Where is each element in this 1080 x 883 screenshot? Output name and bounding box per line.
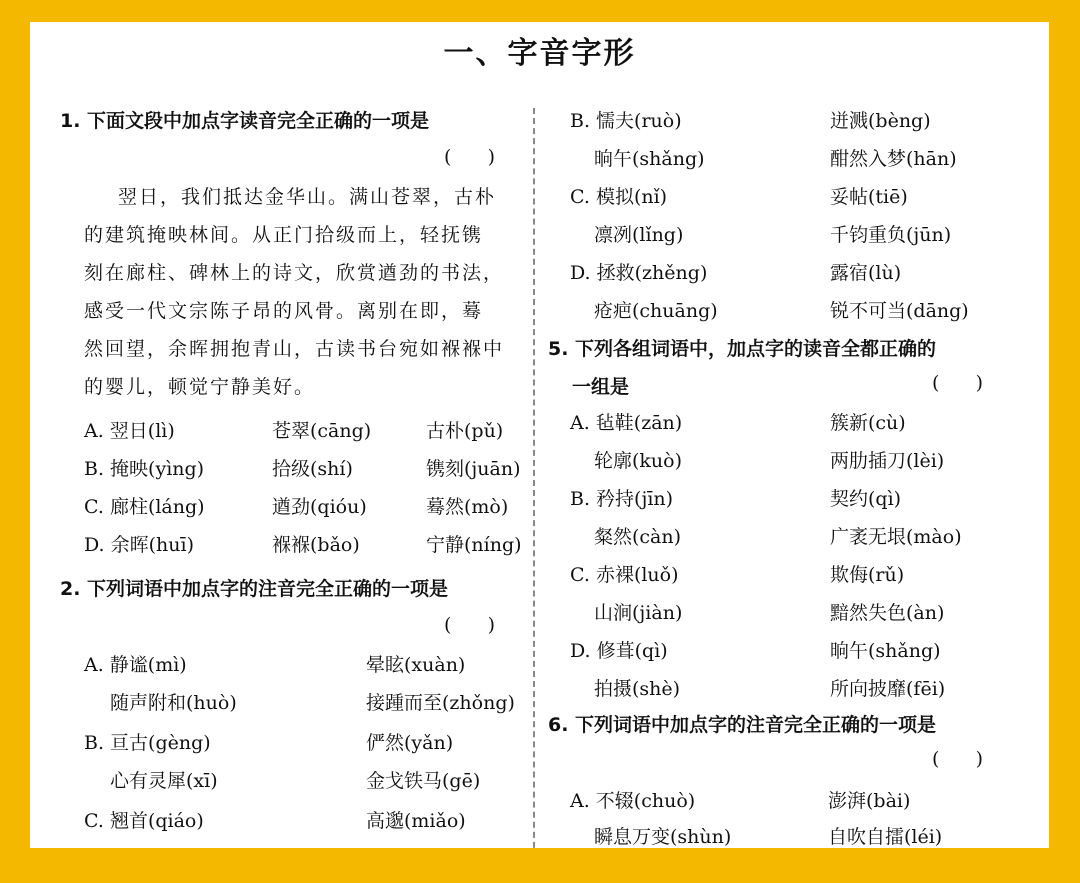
q6-option-a-3: 瞬息万变(shùn) [594, 826, 732, 848]
q5-option-a-4: 两肋插刀(lèi) [830, 450, 945, 472]
q1-option-c-3: 蓦然(mò) [426, 496, 509, 518]
q4-option-d-4: 锐不可当(dāng) [830, 300, 969, 322]
q4-option-c-2: 妥帖(tiē) [830, 186, 908, 208]
passage-line: 感受一代文宗陈子昂的风骨。离别在即，蓦 [84, 300, 484, 322]
worksheet-page [30, 22, 1049, 848]
q2-option-a-4: 接踵而至(zhǒng) [366, 692, 515, 714]
q4-option-b-2: 迸溅(bèng) [830, 110, 931, 132]
q5-option-c-3: 山涧(jiàn) [594, 602, 683, 624]
q5-option-a-3: 轮廓(kuò) [594, 450, 683, 472]
question-6-stem: 6. 下列词语中加点字的注音完全正确的一项是 [548, 714, 937, 736]
q6-option-a-4: 自吹自擂(léi) [828, 826, 943, 848]
question-5-stem-line2: 一组是 [572, 376, 630, 398]
column-divider [533, 108, 535, 848]
q4-option-b-3: 晌午(shǎng) [594, 148, 705, 170]
q5-option-d-2: 晌午(shǎng) [830, 640, 941, 662]
question-1-stem: 1. 下面文段中加点字读音完全正确的一项是 [60, 110, 430, 132]
q2-option-b-3: 心有灵犀(xī) [110, 770, 218, 792]
q2-option-b-1[interactable]: B. 亘古(gèng) [84, 732, 211, 754]
passage-line: 刻在廊柱、碑林上的诗文，欣赏遒劲的书法， [84, 262, 505, 284]
q4-option-d-3: 疮疤(chuāng) [594, 300, 718, 322]
q2-option-a-3: 随声附和(huò) [110, 692, 237, 714]
q5-option-d-4: 所向披靡(fēi) [830, 678, 946, 700]
section-title: 一、字音字形 [443, 36, 636, 71]
q6-option-a-2: 澎湃(bài) [828, 790, 911, 812]
q5-option-d-1[interactable]: D. 修葺(qì) [570, 640, 668, 662]
q5-option-b-3: 粲然(càn) [594, 526, 682, 548]
q1-option-c-1[interactable]: C. 廊柱(láng) [84, 496, 205, 518]
q5-option-b-4: 广袤无垠(mào) [830, 526, 962, 548]
q1-option-b-2: 拾级(shí) [272, 458, 353, 480]
q6-option-a-1[interactable]: A. 不辍(chuò) [570, 790, 696, 812]
q1-option-b-3: 镌刻(juān) [426, 458, 521, 480]
question-2-stem: 2. 下列词语中加点字的注音完全正确的一项是 [60, 578, 449, 600]
q5-option-c-1[interactable]: C. 赤裸(luǒ) [570, 564, 679, 586]
q4-option-c-3: 凛冽(lǐng) [594, 224, 684, 246]
q5-option-b-1[interactable]: B. 矜持(jīn) [570, 488, 674, 510]
q4-option-c-1[interactable]: C. 模拟(nǐ) [570, 186, 668, 208]
q2-option-a-1[interactable]: A. 静谧(mì) [84, 654, 187, 676]
question-5-answer-box[interactable]: ( ) [932, 372, 984, 394]
q1-option-a-1[interactable]: A. 翌日(lì) [84, 420, 175, 442]
q5-option-d-3: 拍摄(shè) [594, 678, 681, 700]
q5-option-b-2: 契约(qì) [830, 488, 902, 510]
q2-option-a-2: 晕眩(xuàn) [366, 654, 466, 676]
q2-option-c-1[interactable]: C. 翘首(qiáo) [84, 810, 204, 832]
passage-line: 的婴儿，顿觉宁静美好。 [84, 376, 316, 398]
q2-option-c-2: 高邈(miǎo) [366, 810, 466, 832]
q5-option-c-2: 欺侮(rǔ) [830, 564, 905, 586]
question-2-answer-box[interactable]: ( ) [444, 614, 496, 636]
question-5-stem-line1: 5. 下列各组词语中，加点字的读音全都正确的 [548, 338, 937, 360]
q4-option-c-4: 千钧重负(jūn) [830, 224, 952, 246]
q5-option-a-2: 簇新(cù) [830, 412, 906, 434]
q2-option-b-2: 俨然(yǎn) [366, 732, 454, 754]
q1-option-a-3: 古朴(pǔ) [426, 420, 504, 442]
question-1-answer-box[interactable]: ( ) [444, 146, 496, 168]
q1-option-d-3: 宁静(níng) [426, 534, 522, 556]
question-6-answer-box[interactable]: ( ) [932, 748, 984, 770]
q4-option-d-1[interactable]: D. 拯救(zhěng) [570, 262, 708, 284]
q2-option-b-4: 金戈铁马(gē) [366, 770, 481, 792]
passage-line: 翌日，我们抵达金华山。满山苍翠，古朴 [118, 186, 497, 208]
passage-line: 的建筑掩映林间。从正门拾级而上，轻抚镌 [84, 224, 484, 246]
q5-option-a-1[interactable]: A. 毡鞋(zān) [570, 412, 683, 434]
q4-option-b-4: 酣然入梦(hān) [830, 148, 957, 170]
q1-option-b-1[interactable]: B. 掩映(yìng) [84, 458, 205, 480]
q1-option-d-2: 褓褓(bǎo) [272, 534, 360, 556]
q1-option-c-2: 遒劲(qióu) [272, 496, 367, 518]
q4-option-b-1[interactable]: B. 懦夫(ruò) [570, 110, 682, 132]
q5-option-c-4: 黯然失色(àn) [830, 602, 945, 624]
q4-option-d-2: 露宿(lù) [830, 262, 902, 284]
passage-line: 然回望，余晖拥抱青山，古读书台宛如褓褓中 [84, 338, 505, 360]
q1-option-d-1[interactable]: D. 余晖(huī) [84, 534, 195, 556]
q1-option-a-2: 苍翠(cāng) [272, 420, 372, 442]
